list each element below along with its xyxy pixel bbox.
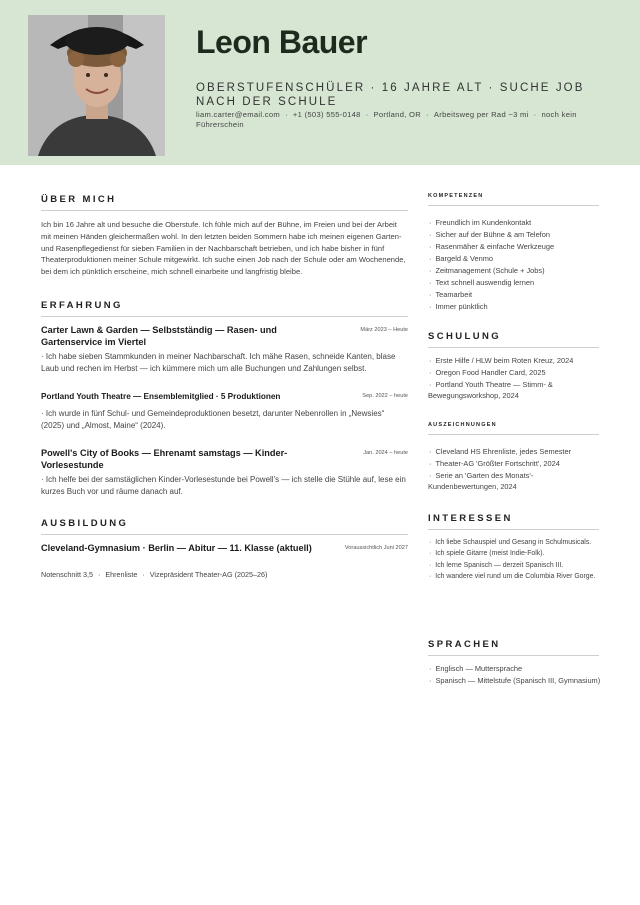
job-title: Powell's City of Books — Ehrenamt samstags — Kinder-Vorlesestunde [41, 448, 288, 470]
section-heading-experience: ERFAHRUNG [41, 300, 408, 317]
skills-list [428, 217, 603, 313]
awards-list [428, 446, 603, 493]
section-heading-interests: INTERESSEN [428, 513, 599, 530]
about-text: Ich bin 16 Jahre alt und besuche die Oberstufe. Ich fühle mich auf der Bühne, im Freien und bei der Arbeit mit meinen Händen gleichermaßen wohl. In den letzten beiden Sommern habe ich meinen eigenen Garten- und Rasenpflegedienst für sieben Familien in der Nachbarschaft betrieben, und ich habe bisher in fünf Theaterproduktionen meiner Schule mitgewirkt. Ich suche einen Job nach der Schule oder am Wochenende, bei dem ich pünktlich erscheine, mich schnell einarbeite und langfristig bleibe. [41, 220, 406, 277]
contact-commute: Arbeitsweg per Rad ~3 mi [433, 110, 529, 119]
list-item: · Englisch — Muttersprache [428, 663, 603, 675]
job-description: · Ich habe sieben Stammkunden in meiner Nachbarschaft. Ich mähe Rasen, schneide Kanten, blase Laub und rechen im Herbst — ich kümmere mich um alle Buchungen und Zahlungen selbst. [41, 352, 396, 373]
section-heading-languages: SPRACHEN [428, 639, 599, 656]
list-item: · Portland Youth Theatre — Stimm- & Bewegungsworkshop, 2024 [428, 379, 603, 403]
contact-line: liam.carter@email.com · +1 (503) 555-0148 · Portland, OR · Arbeitsweg per Rad ~3 mi · noch kein Führerschein [196, 110, 577, 129]
list-item: · Zeitmanagement (Schule + Jobs) [428, 265, 603, 277]
training-list [428, 355, 603, 402]
list-item: · Serie an 'Garten des Monats'-Kundenbewertungen, 2024 [428, 470, 603, 494]
profile-photo [28, 15, 165, 156]
languages-list [428, 663, 603, 687]
contact-license: noch kein Führerschein [196, 110, 577, 129]
contact-email[interactable]: liam.carter@email.com [196, 110, 281, 119]
job-date: März 2023 – Heute [360, 327, 408, 333]
section-heading-skills: KOMPETENZEN [428, 193, 599, 206]
list-item: · Spanisch — Mittelstufe (Spanisch III, Gymnasium) [428, 675, 603, 687]
resume-header [0, 0, 640, 165]
job-title: Carter Lawn & Garden — Selbstständig — Rasen- und Gartenservice im Viertel [41, 325, 277, 347]
job-title: Portland Youth Theatre — Ensemblemitglied · 5 Produktionen [41, 392, 281, 401]
job-description: · Ich helfe bei der samstäglichen Kinder-Vorlesestunde bei Powell's — ich stelle die Stühle auf, lese ein kurzes Buch vor und räume danach auf. [41, 475, 406, 496]
list-item: · Ich wandere viel rund um die Columbia River Gorge. [428, 571, 603, 582]
list-item: · Theater-AG 'Größter Fortschritt', 2024 [428, 458, 603, 470]
list-item: · Sicher auf der Bühne & am Telefon [428, 229, 603, 241]
list-item: · Immer pünktlich [428, 301, 603, 313]
job-date: Jan. 2024 – heute [363, 450, 408, 456]
education-notes: Notenschnitt 3,5 · Ehrenliste · Vizepräsident Theater-AG (2025–26) [41, 570, 268, 579]
education-date: Voraussichtlich Juni 2027 [344, 545, 408, 551]
list-item: · Freundlich im Kundenkontakt [428, 217, 603, 229]
section-heading-awards: AUSZEICHNUNGEN [428, 422, 599, 435]
section-heading-training: SCHULUNG [428, 331, 599, 348]
interests-list [428, 537, 603, 582]
section-heading-education: AUSBILDUNG [41, 518, 408, 535]
list-item: · Erste Hilfe / HLW beim Roten Kreuz, 2024 [428, 355, 603, 367]
list-item: · Text schnell auswendig lernen [428, 277, 603, 289]
list-item: · Cleveland HS Ehrenliste, jedes Semester [428, 446, 603, 458]
list-item: · Bargeld & Venmo [428, 253, 603, 265]
contact-phone[interactable]: +1 (503) 555-0148 [292, 110, 361, 119]
job-description: · Ich wurde in fünf Schul- und Gemeindeproduktionen besetzt, darunter Nebenrollen in „Newsies“ (2025) und „Almost, Maine“ (2024). [41, 409, 385, 430]
candidate-name: Leon Bauer [196, 24, 368, 60]
education-title: Cleveland-Gymnasium · Berlin — Abitur — 11. Klasse (aktuell) [41, 543, 312, 553]
section-heading-about: ÜBER MICH [41, 194, 408, 211]
list-item: · Ich lerne Spanisch — derzeit Spanisch III. [428, 560, 603, 571]
list-item: · Ich spiele Gitarre (meist Indie-Folk). [428, 548, 603, 559]
list-item: · Teamarbeit [428, 289, 603, 301]
job-date: Sep. 2022 – heute [362, 393, 408, 399]
contact-location: Portland, OR [373, 110, 422, 119]
list-item: · Ich liebe Schauspiel und Gesang in Schulmusicals. [428, 537, 603, 548]
list-item: · Rasenmäher & einfache Werkzeuge [428, 241, 603, 253]
headline: OBERSTUFENSCHÜLER · 16 JAHRE ALT · SUCHE JOB NACH DER SCHULE [196, 82, 585, 108]
list-item: · Oregon Food Handler Card, 2025 [428, 367, 603, 379]
